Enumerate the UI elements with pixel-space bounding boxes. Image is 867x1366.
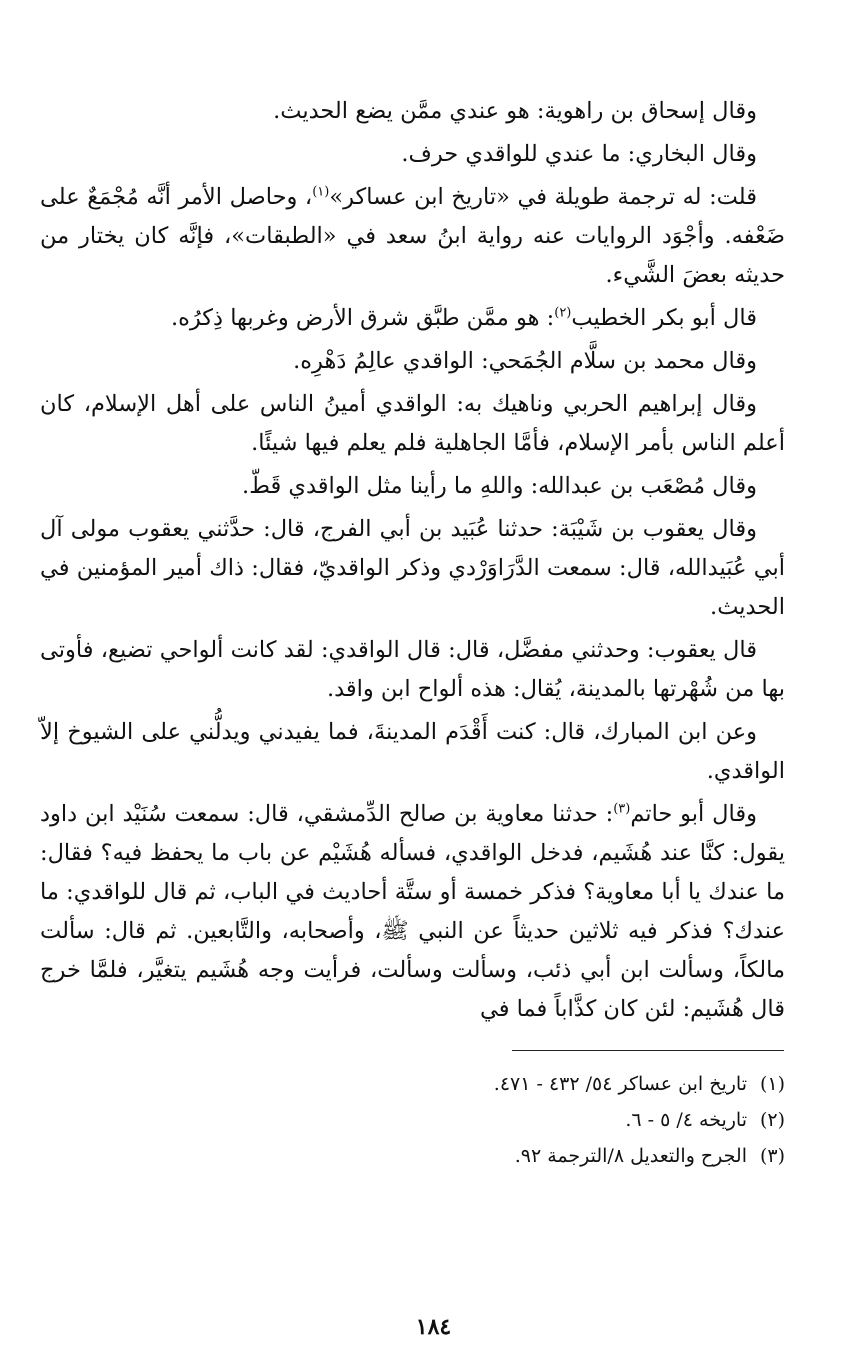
paragraph-text: : هو ممَّن طبَّق شرق الأرض وغربها ذِكرُه. xyxy=(170,305,555,331)
paragraph xyxy=(40,299,785,338)
paragraph xyxy=(40,178,785,295)
footnote xyxy=(65,1066,785,1102)
footnote xyxy=(65,1138,785,1174)
footnote-number: (٢) xyxy=(759,1109,785,1131)
footnote-divider xyxy=(512,1050,784,1051)
paragraph: وقال مُصْعَب بن عبدالله: واللهِ ما رأينا مثل الواقدي قَطّ. xyxy=(241,473,757,499)
paragraph: وقال يعقوب بن شَيْبَة: حدثنا عُبَيد بن أبي الفرج، قال: حدَّثني يعقوب مولى آل أبي عُبَيدالله، قال: سمعت الدَّرَاوَرْدي وذكر الواقديّ، فقال: ذاك أمير المؤمنين في الحديث. xyxy=(40,516,785,620)
footnote xyxy=(65,1102,785,1138)
paragraph: وقال البخاري: ما عندي للواقدي حرف. xyxy=(401,141,757,167)
footnote-text: الجرح والتعديل ٨/الترجمة ٩٢. xyxy=(514,1145,747,1167)
main-text xyxy=(40,92,785,1033)
page-number: ١٨٤ xyxy=(415,1314,452,1340)
paragraph xyxy=(40,795,785,1029)
footnote-number: (١) xyxy=(759,1073,785,1095)
paragraph-text: قال أبو بكر الخطيب xyxy=(571,305,757,331)
paragraph: وعن ابن المبارك، قال: كنت أَقْدَم المدينةَ، فما يفيدني ويدلُّني على الشيوخ إلاّ الواقدي. xyxy=(40,719,785,784)
footnote-ref[interactable]: (١) xyxy=(312,184,330,200)
paragraph: وقال محمد بن سلَّام الجُمَحي: الواقدي عالِمُ دَهْرِه. xyxy=(293,348,757,374)
paragraph-text: وقال أبو حاتم xyxy=(630,801,757,827)
paragraph: وقال إسحاق بن راهوية: هو عندي ممَّن يضع الحديث. xyxy=(273,98,757,124)
paragraph-text: ، وحاصل الأمر أنَّه مُجْمَعٌ على ضَعْفه. وأجْوَد الروايات عنه رواية ابنُ سعد في «الطبقات»، فإنَّه كان يختار من حديثه بعضَ الشَّيء. xyxy=(40,184,785,288)
paragraph-text: قلت: له ترجمة طويلة في «تاريخ ابن عساكر» xyxy=(329,184,757,210)
footnote-ref[interactable]: (٢) xyxy=(554,305,572,321)
paragraph: وقال إبراهيم الحربي وناهيك به: الواقدي أمينُ الناس على أهل الإسلام، كان أعلم الناس بأمر الإسلام، فأمَّا الجاهلية فلم يعلم فيها شيئًا. xyxy=(40,391,785,456)
paragraph-text: : حدثنا معاوية بن صالح الدِّمشقي، قال: سمعت سُنَيْد ابن داود يقول: كنَّا عند هُشَيم، فدخل الواقدي، فسأله هُشَيْم عن باب ما يحفظ فيه؟ فقال: ما عندك يا أبا معاوية؟ فذكر خمسة أو ستَّة أحاديث في الباب، ثم قال للواقدي: ما عندك؟ فذكر فيه ثلاثين حديثاً عن النبي ﷺ، وأصحابه، والتَّابعين. ثم قال: سألت مالكاً، وسألت ابن أبي ذئب، وسألت وسألت، فرأيت وجه هُشَيم يتغيَّر، فلمَّا خرج قال هُشَيم: لئن كان كذَّاباً فما في xyxy=(40,801,785,1022)
paragraph: قال يعقوب: وحدثني مفضَّل، قال: قال الواقدي: لقد كانت ألواحي تضيع، فأوتى بها من شُهْرتها بالمدينة، يُقال: هذه ألواح ابن واقد. xyxy=(40,637,785,702)
footnote-text: تاريخه ٤/ ٥ - ٦. xyxy=(625,1109,747,1131)
footnote-ref[interactable]: (٣) xyxy=(613,801,631,817)
footnotes xyxy=(65,1066,785,1174)
footnote-number: (٣) xyxy=(759,1145,785,1167)
footnote-text: تاريخ ابن عساكر ٥٤/ ٤٣٢ - ٤٧١. xyxy=(493,1073,747,1095)
